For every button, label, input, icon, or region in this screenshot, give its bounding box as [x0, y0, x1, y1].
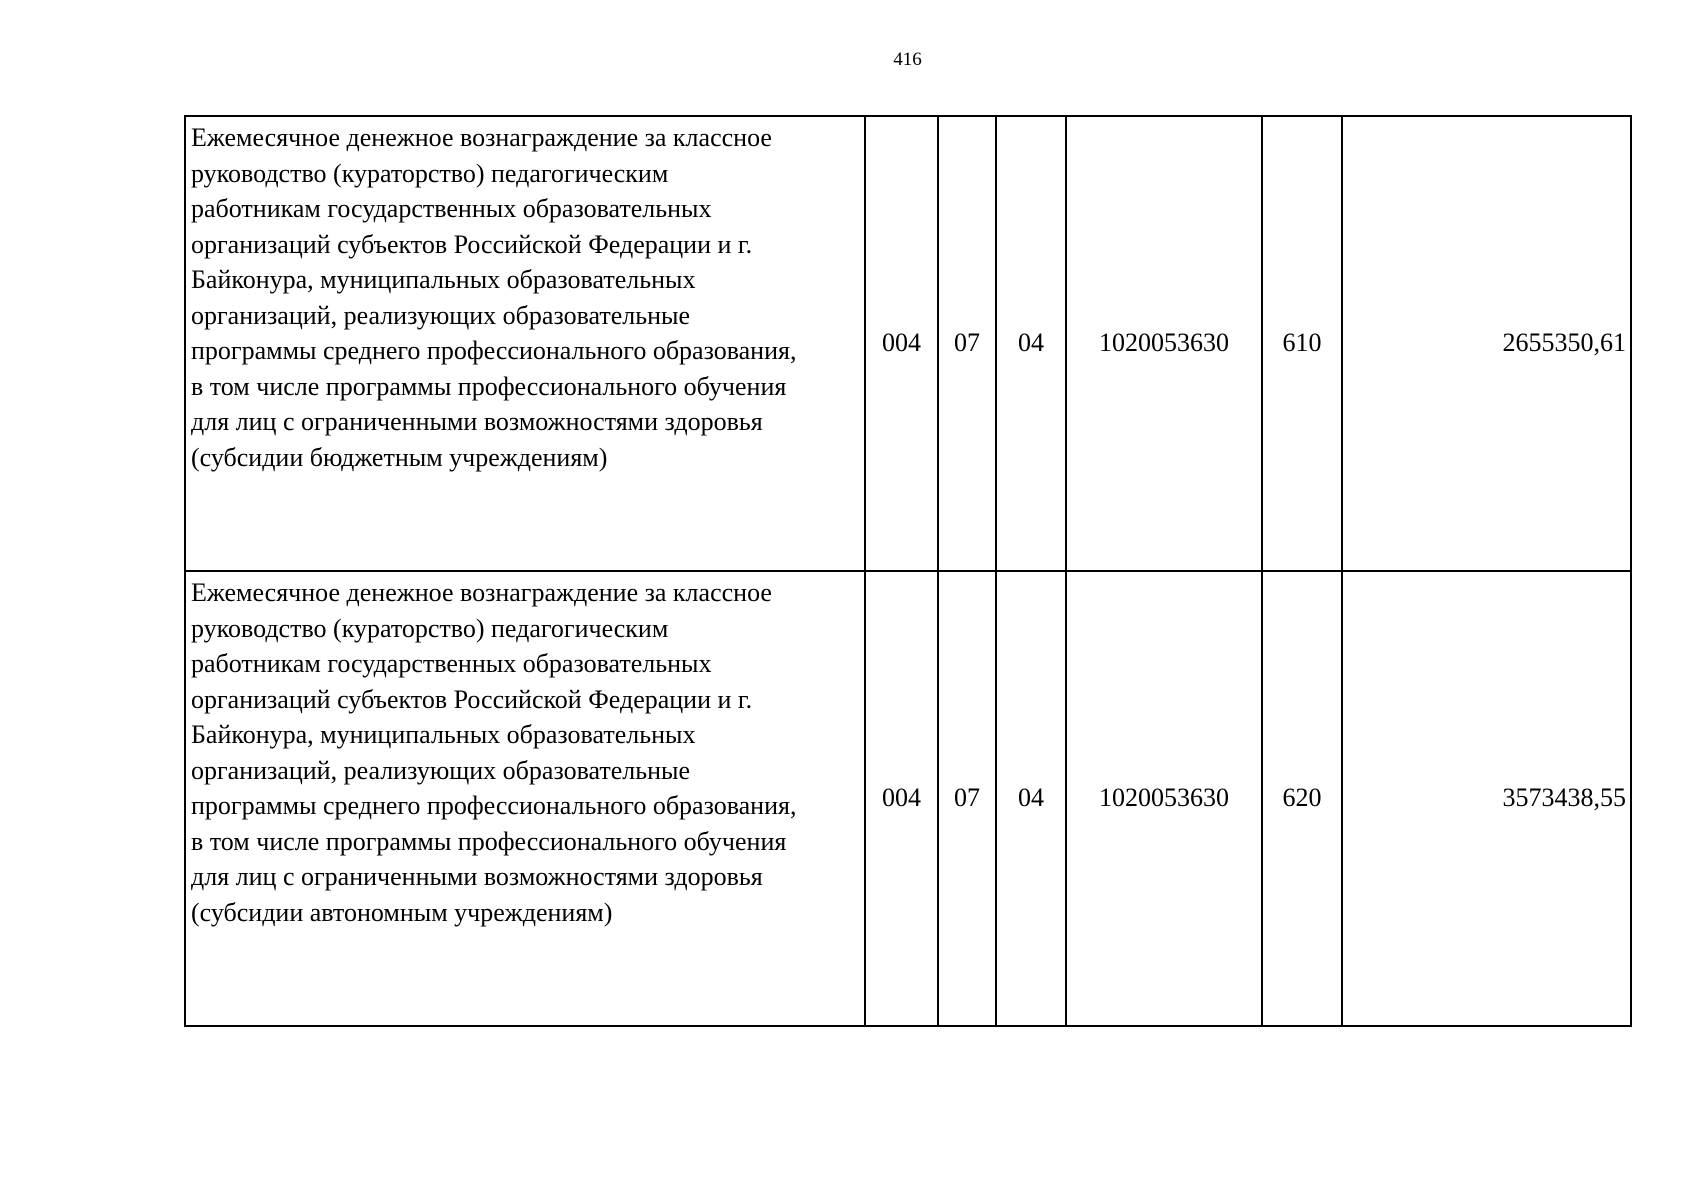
target-article-cell: 1020053630 [1066, 571, 1262, 1026]
ministry-code-cell: 004 [865, 571, 938, 1026]
page-number: 416 [893, 49, 922, 70]
expense-name-cell: Ежемесячное денежное вознаграждение за классное руководство (кураторство) педагогическим работникам государственных образовательных организаций субъектов Российской Федерации и г. Байконура, муниципальных образовательных организаций, реализующих образовательные программы среднего профессионального образования, в том числе программы профессионального обучения для лиц с ограниченными возможностями здоровья (субсидии автономным учреждениям) [185, 571, 865, 1026]
section-code-cell: 07 [938, 571, 996, 1026]
expense-type-cell: 610 [1262, 116, 1342, 571]
subsection-code-cell: 04 [996, 116, 1066, 571]
sum-cell: 2655350,61 [1342, 116, 1631, 571]
target-article-cell: 1020053630 [1066, 116, 1262, 571]
table-row [185, 571, 1631, 1026]
expense-type-cell: 620 [1262, 571, 1342, 1026]
table-row [185, 116, 1631, 571]
sum-cell: 3573438,55 [1342, 571, 1631, 1026]
subsection-code-cell: 04 [996, 571, 1066, 1026]
expense-name-cell: Ежемесячное денежное вознаграждение за классное руководство (кураторство) педагогическим работникам государственных образовательных организаций субъектов Российской Федерации и г. Байконура, муниципальных образовательных организаций, реализующих образовательные программы среднего профессионального образования, в том числе программы профессионального обучения для лиц с ограниченными возможностями здоровья (субсидии бюджетным учреждениям) [185, 116, 865, 571]
budget-table [184, 115, 1632, 1027]
ministry-code-cell: 004 [865, 116, 938, 571]
section-code-cell: 07 [938, 116, 996, 571]
